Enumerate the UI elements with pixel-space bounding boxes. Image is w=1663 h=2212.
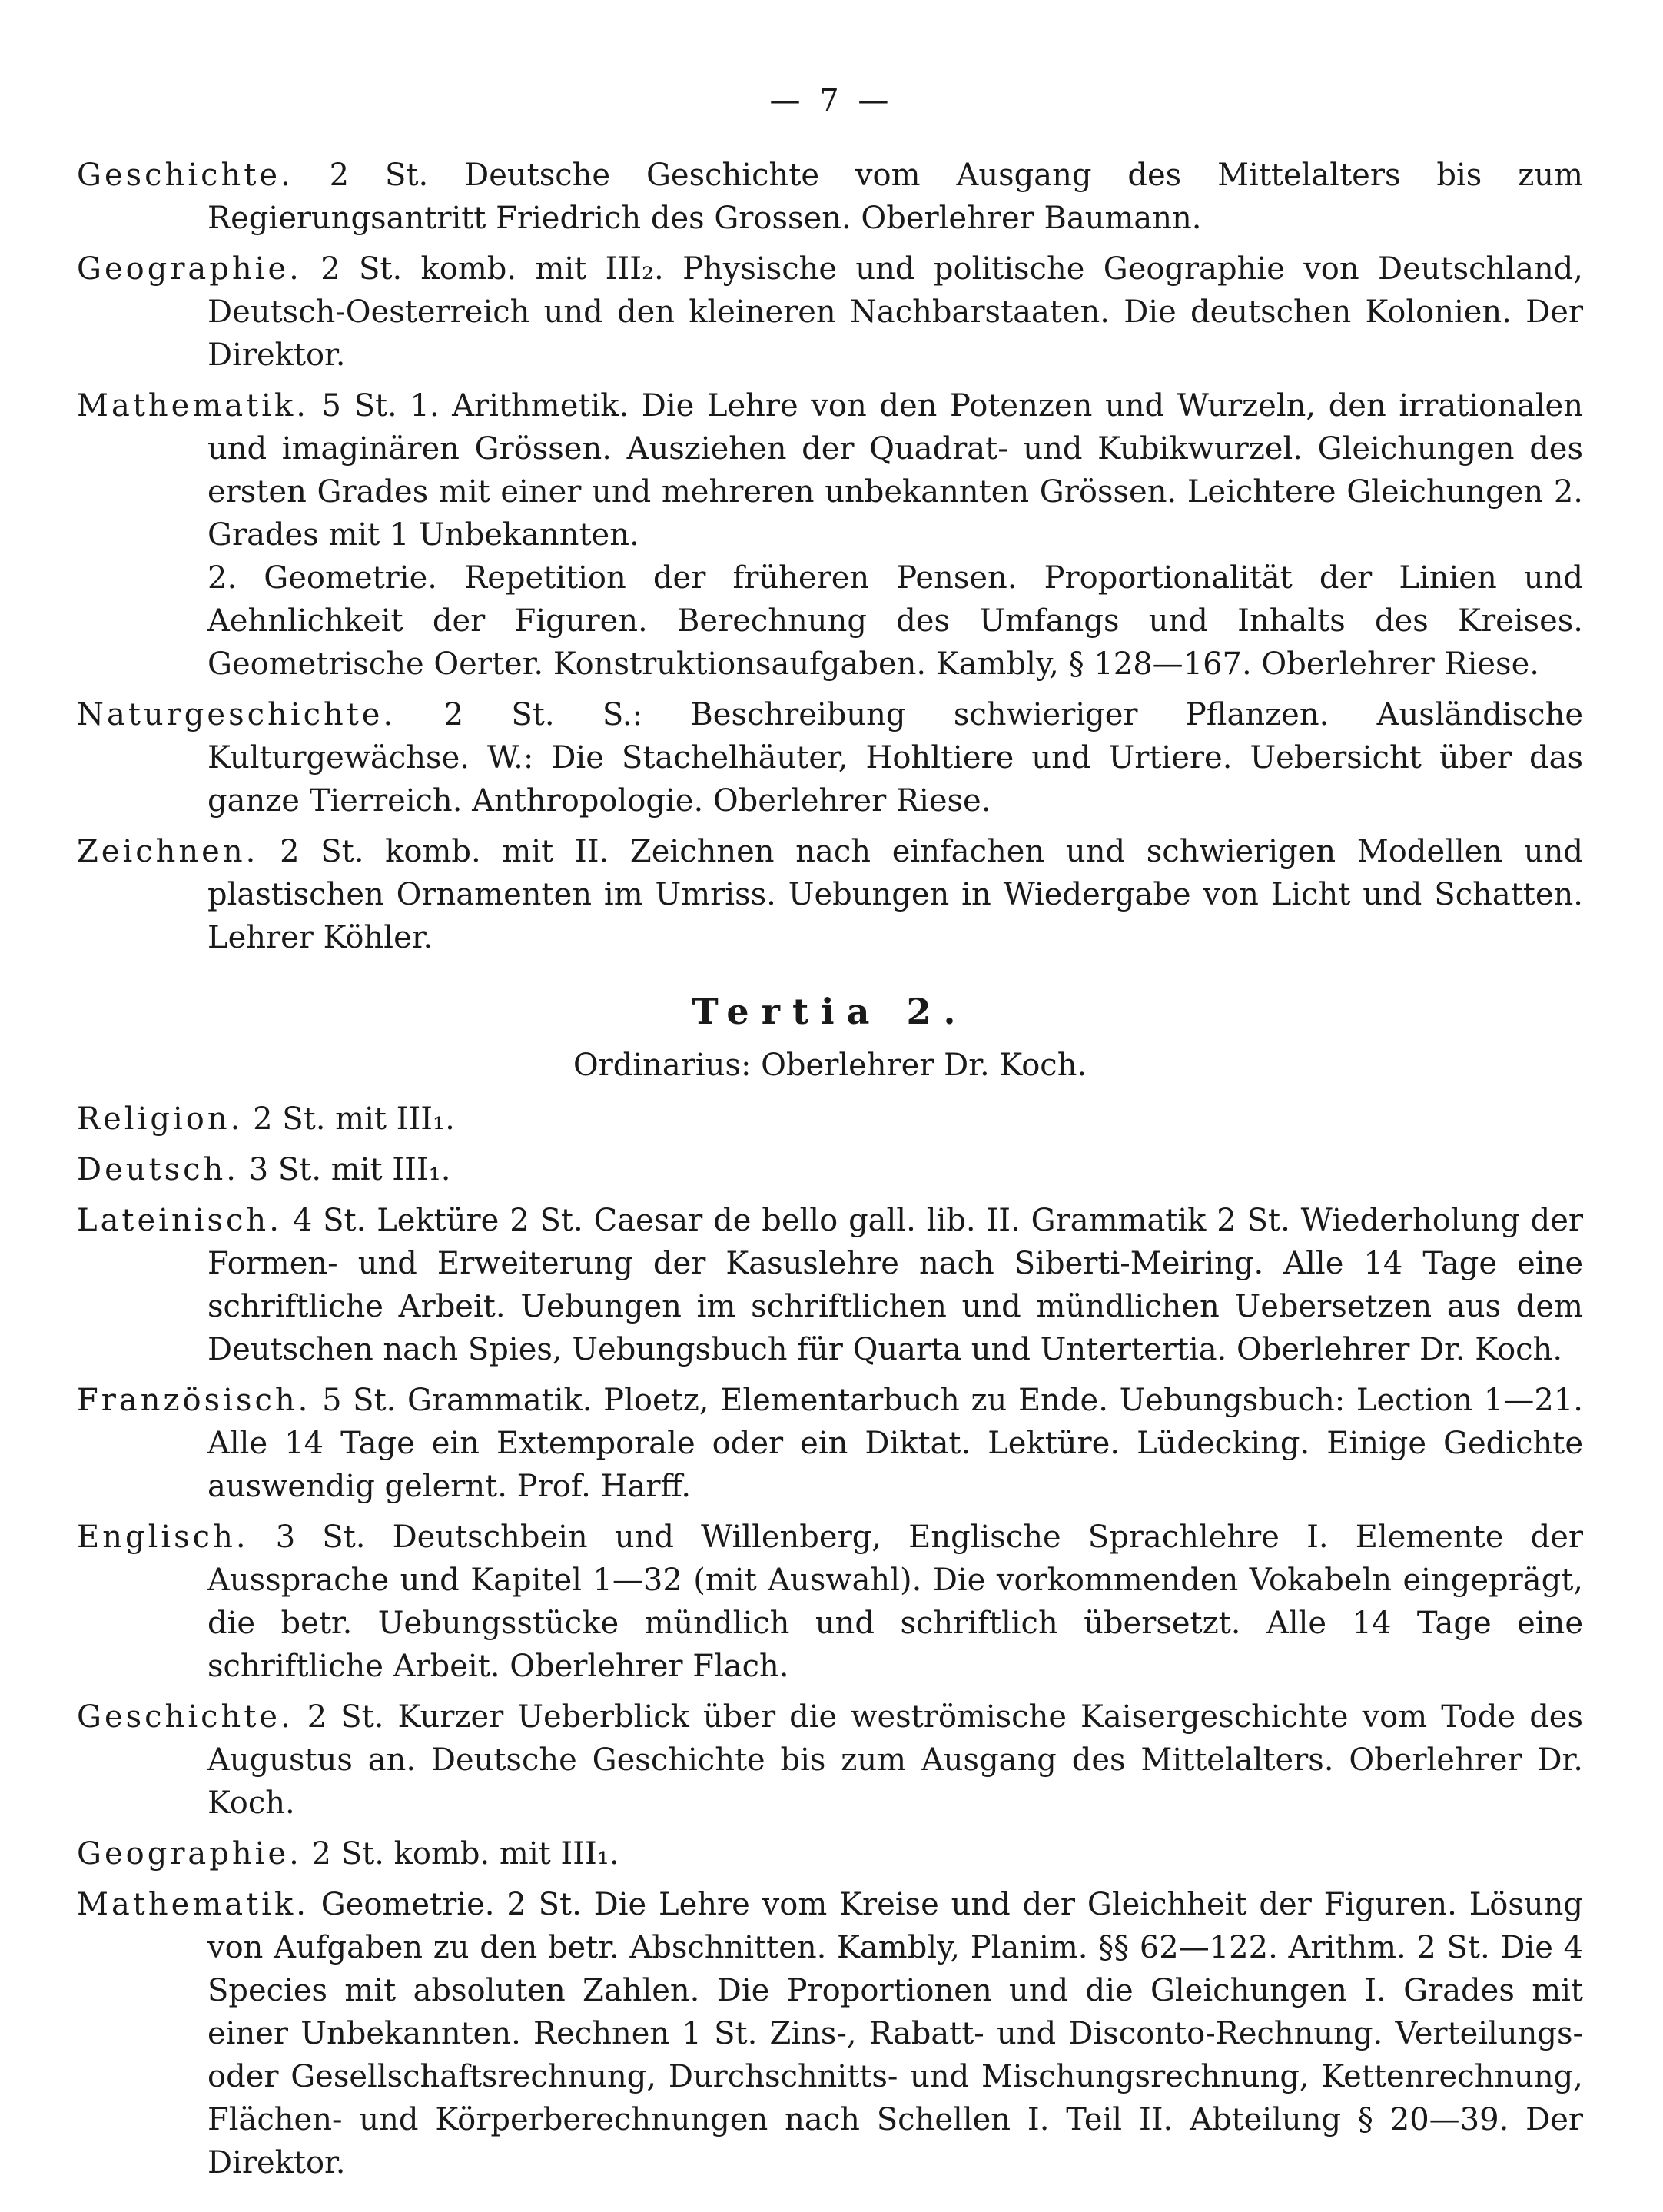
subject-heading: Mathematik. [77, 388, 309, 423]
section-title: Tertia 2. [692, 991, 968, 1032]
subject-heading: Geschichte. [77, 158, 294, 193]
entry-franzoesisch [77, 1379, 1583, 1508]
entry-text: 5 St. Grammatik. Ploetz, Elementarbuch zu Ende. Uebungsbuch: Lection 1—21. Alle 14 Tage ein Extemporale oder ein Diktat. Lektüre. Lüdecking. Einige Gedichte auswendig gelernt. Prof. Harff. [207, 1383, 1583, 1504]
entry-text: 4 St. Lektüre 2 St. Caesar de bello gall. lib. II. Grammatik 2 St. Wiederholung der Formen- und Erweiterung der Kasuslehre nach Siberti-Meiring. Alle 14 Tage eine schriftliche Arbeit. Uebungen im schriftlichen und mündlichen Uebersetzen aus dem Deutschen nach Spies, Uebungsbuch für Quarta und Untertertia. Oberlehrer Dr. Koch. [207, 1203, 1583, 1367]
entry-geographie-1 [77, 247, 1583, 377]
entry-lateinisch [77, 1199, 1583, 1371]
entry-zeichnen [77, 830, 1583, 959]
entry-geographie-2 [77, 1832, 1583, 1875]
subject-heading: Französisch. [77, 1383, 311, 1418]
entry-naturgeschichte [77, 693, 1583, 822]
entry-mathematik-1 [77, 384, 1583, 686]
document-body [77, 154, 1583, 2192]
entry-text: 3 St. Deutschbein und Willenberg, Englische Sprachlehre I. Elemente der Aussprache und Kapitel 1—32 (mit Auswahl). Die vorkommenden Vokabeln eingeprägt, die betr. Uebungsstücke mündlich und schriftlich übersetzt. Alle 14 Tage eine schriftliche Arbeit. Oberlehrer Flach. [207, 1520, 1584, 1684]
ordinarius-line: Ordinarius: Oberlehrer Dr. Koch. [573, 1048, 1087, 1083]
subject-heading: Naturgeschichte. [77, 697, 397, 732]
page-number: — 7 — [769, 83, 894, 118]
entry-text-continued: 2. Geometrie. Repetition der früheren Pensen. Proportionalität der Linien und Aehnlichkeit der Figuren. Berechnung des Umfangs und Inhalts des Kreises. Geometrische Oerter. Konstruktionsaufgaben. Kambly, § 128—167. Oberlehrer Riese. [207, 560, 1583, 682]
entry-religion [77, 1098, 1583, 1141]
subject-heading: Mathematik. [77, 1887, 309, 1922]
entry-text: 5 St. 1. Arithmetik. Die Lehre von den Potenzen und Wurzeln, den irrationalen und imaginären Grössen. Ausziehen der Quadrat- und Kubikwurzel. Gleichungen des ersten Grades mit einer und mehreren unbekannten Grössen. Leichtere Gleichungen 2. Grades mit 1 Unbekannten. [207, 388, 1583, 553]
entry-text: 3 St. mit III₁. [248, 1152, 451, 1187]
entry-text: 2 St. mit III₁. [253, 1101, 455, 1137]
entry-text: 2 St. Kurzer Ueberblick über die weströmische Kaisergeschichte vom Tode des Augustus an. Deutsche Geschichte bis zum Ausgang des Mittelalters. Oberlehrer Dr. Koch. [207, 1699, 1583, 1821]
entry-text: 2 St. komb. mit III₂. Physische und politische Geographie von Deutschland, Deutsch-Oesterreich und den kleineren Nachbarstaaten. Die deutschen Kolonien. Der Direktor. [207, 251, 1583, 373]
subject-heading: Zeichnen. [77, 834, 259, 869]
subject-heading: Deutsch. [77, 1152, 239, 1187]
subject-heading: Lateinisch. [77, 1203, 282, 1238]
subject-heading: Geographie. [77, 1836, 302, 1872]
entry-text: 2 St. komb. mit II. Zeichnen nach einfachen und schwierigen Modellen und plastischen Ornamenten im Umriss. Uebungen in Wiedergabe von Licht und Schatten. Lehrer Köhler. [207, 834, 1584, 955]
entry-geschichte-1 [77, 154, 1583, 240]
entry-englisch [77, 1516, 1583, 1688]
subject-heading: Religion. [77, 1101, 244, 1137]
subject-heading: Geographie. [77, 251, 302, 287]
entry-text: 2 St. komb. mit III₁. [311, 1836, 619, 1872]
entry-text: Geometrie. 2 St. Die Lehre vom Kreise und der Gleichheit der Figuren. Lösung von Aufgaben zu den betr. Abschnitten. Kambly, Planim. §§ 62—122. Arithm. 2 St. Die 4 Species mit absoluten Zahlen. Die Proportionen und die Gleichungen I. Grades mit einer Unbekannten. Rechnen 1 St. Zins-, Rabatt- und Disconto-Rechnung. Verteilungs- oder Gesellschaftsrechnung, Durchschnitts- und Mischungsrechnung, Kettenrechnung, Flächen- und Körperberechnungen nach Schellen I. Teil II. Abteilung § 20—39. Der Direktor. [207, 1887, 1584, 2180]
entry-text: 2 St. S.: Beschreibung schwieriger Pflanzen. Ausländische Kulturgewächse. W.: Die Stachelhäuter, Hohltiere und Urtiere. Uebersicht über das ganze Tierreich. Anthropologie. Oberlehrer Riese. [207, 697, 1584, 819]
entry-geschichte-2 [77, 1696, 1583, 1825]
entry-deutsch [77, 1148, 1583, 1191]
entry-text: 2 St. Deutsche Geschichte vom Ausgang des Mittelalters bis zum Regierungsantritt Friedrich des Grossen. Oberlehrer Baumann. [207, 158, 1583, 236]
entry-mathematik-2 [77, 1883, 1583, 2184]
subject-heading: Geschichte. [77, 1699, 294, 1735]
subject-heading: Englisch. [77, 1520, 249, 1555]
